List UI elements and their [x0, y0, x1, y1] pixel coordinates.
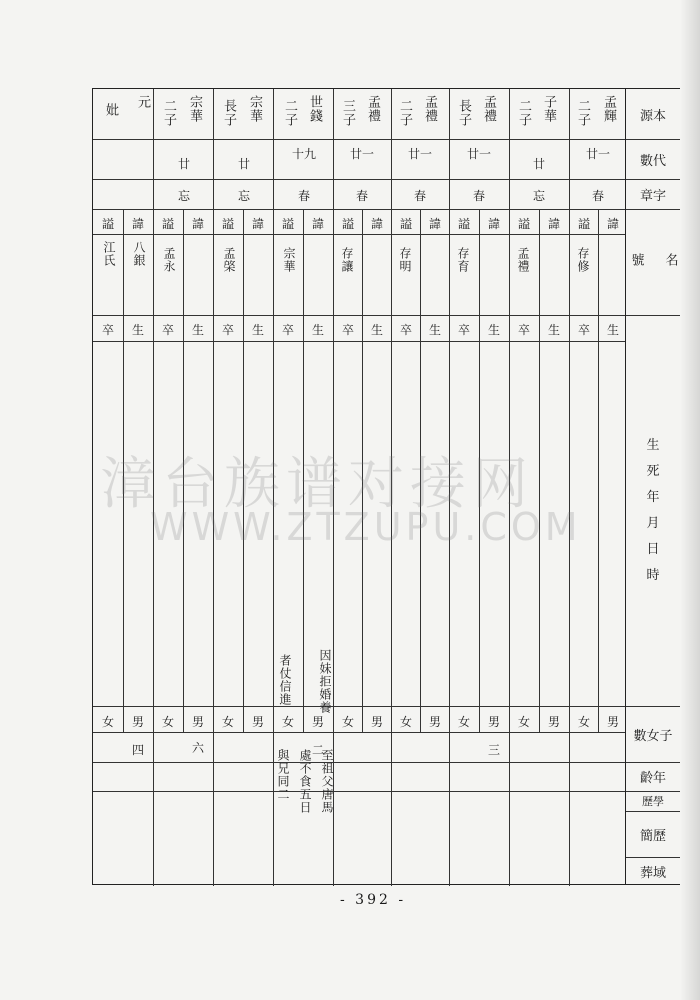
sheng-label: 生 [428, 323, 441, 337]
zu-label: 卒 [399, 323, 412, 337]
row-divider [93, 179, 625, 180]
label-memo: 簡歷 [626, 811, 680, 858]
sheng-label: 生 [251, 323, 264, 337]
row-divider [93, 209, 625, 210]
col-divider [569, 89, 570, 886]
son-count: 二 [311, 743, 324, 757]
label-life: 生 死 年 月 日 時 [626, 315, 680, 707]
shi-label: 謚 [281, 217, 294, 231]
male-label: 男 [606, 715, 619, 729]
hui-label: 諱 [131, 217, 144, 231]
scan-shadow [680, 0, 700, 1000]
given-name: 孟永 [162, 247, 176, 273]
label-zi: 章字 [626, 179, 680, 210]
male-label: 男 [251, 715, 264, 729]
son-count: 六 [191, 741, 204, 755]
label-generation: 數代 [626, 139, 680, 180]
sheng-label: 生 [311, 323, 324, 337]
row-divider [93, 315, 625, 316]
hui-label: 諱 [547, 217, 560, 231]
label-children: 數女子 [626, 706, 680, 763]
shi-label: 謚 [101, 217, 114, 231]
female-label: 女 [101, 715, 114, 729]
given-name: 存讓 [340, 247, 354, 273]
column-name: 宗華 [247, 95, 262, 123]
sheng-label: 生 [547, 323, 560, 337]
son-count: 三 [487, 743, 500, 757]
memo-line: 者仗信進 [278, 654, 292, 706]
generation: 廿一 [466, 147, 491, 161]
label-name: 名 號 [626, 209, 680, 316]
shi-label: 謚 [341, 217, 354, 231]
column-name: 孟禮 [422, 95, 437, 123]
label-source: 源本 [626, 89, 680, 140]
generation: 廿 [237, 157, 250, 171]
sub-divider [539, 209, 540, 706]
zu-label: 卒 [517, 323, 530, 337]
row-divider [93, 706, 625, 707]
hui-label: 諱 [251, 217, 264, 231]
male-label: 男 [547, 715, 560, 729]
column-title: 三子 [340, 99, 355, 127]
male-label: 男 [428, 715, 441, 729]
column-title: 長子 [221, 99, 236, 127]
generation: 廿 [177, 157, 190, 171]
given-name: 存育 [456, 247, 470, 273]
given-name: 八銀 [132, 241, 146, 267]
zi-char: 春 [355, 189, 368, 203]
hui-label: 諱 [606, 217, 619, 231]
row-divider [93, 762, 625, 763]
shi-label: 謚 [161, 217, 174, 231]
female-label: 女 [577, 715, 590, 729]
label-education: 歷學 [626, 791, 680, 812]
female-label: 女 [281, 715, 294, 729]
hui-label: 諱 [428, 217, 441, 231]
zu-label: 卒 [341, 323, 354, 337]
zu-label: 卒 [101, 323, 114, 337]
zi-char: 春 [413, 189, 426, 203]
spouse-label: 妣 [103, 103, 118, 117]
zi-char: 忘 [177, 189, 190, 203]
male-label: 男 [311, 715, 324, 729]
female-label: 女 [457, 715, 470, 729]
generation: 廿一 [349, 147, 374, 161]
hui-label: 諱 [191, 217, 204, 231]
column-title: 二子 [161, 99, 176, 127]
row-divider [93, 139, 625, 140]
row-divider [93, 341, 625, 342]
label-tomb: 葬域 [639, 866, 666, 881]
shi-label: 謚 [577, 217, 590, 231]
son-count: 四 [131, 743, 144, 757]
hui-label: 諱 [487, 217, 500, 231]
column-name: 子華 [541, 95, 556, 123]
row-divider [93, 791, 625, 792]
hui-label: 諱 [370, 217, 383, 231]
male-label: 男 [370, 715, 383, 729]
zi-char: 春 [591, 189, 604, 203]
column-title: 二子 [575, 99, 590, 127]
zu-label: 卒 [457, 323, 470, 337]
watermark-text: 漳台族谱对接网 [100, 452, 534, 517]
sheng-label: 生 [606, 323, 619, 337]
hui-label: 諱 [311, 217, 324, 231]
column-name: 宗華 [187, 95, 202, 123]
female-label: 女 [161, 715, 174, 729]
tomb-line: 處不食五日 [298, 749, 312, 814]
row-label-column [626, 88, 680, 885]
sheng-label: 生 [370, 323, 383, 337]
generation: 廿一 [585, 147, 610, 161]
generation: 十九 [291, 147, 316, 161]
given-name: 宗華 [282, 247, 296, 273]
sheng-label: 生 [131, 323, 144, 337]
tomb-line: 至祖父唐馬 [320, 749, 334, 814]
female-label: 女 [517, 715, 530, 729]
sheng-label: 生 [191, 323, 204, 337]
column-title: 二子 [397, 99, 412, 127]
male-label: 男 [487, 715, 500, 729]
tomb-line: 與兄同二 [276, 749, 290, 801]
watermark-url: WWW.ZTZUPU.COM [150, 505, 582, 549]
column-name: 孟輝 [601, 95, 616, 123]
row-divider [93, 234, 625, 235]
female-label: 女 [221, 715, 234, 729]
zu-label: 卒 [161, 323, 174, 337]
column-name: 孟禮 [365, 95, 380, 123]
spouse-name: 江氏 [102, 241, 116, 267]
zi-char: 春 [297, 189, 310, 203]
zi-char: 忘 [237, 189, 250, 203]
column-title: 長子 [456, 99, 471, 127]
generation: 廿 [532, 157, 545, 171]
given-name: 孟棨 [222, 247, 236, 273]
zu-label: 卒 [221, 323, 234, 337]
page-number: - 392 - [340, 892, 407, 908]
given-name: 孟禮 [516, 247, 530, 273]
column-title: 二子 [516, 99, 531, 127]
column-name: 元 [135, 95, 150, 109]
column-title: 二子 [282, 99, 297, 127]
male-label: 男 [131, 715, 144, 729]
zu-label: 卒 [577, 323, 590, 337]
generation: 廿一 [407, 147, 432, 161]
column-name: 世錢 [307, 95, 322, 123]
row-divider [93, 732, 625, 733]
zu-label: 卒 [281, 323, 294, 337]
shi-label: 謚 [457, 217, 470, 231]
label-age: 齡年 [626, 762, 680, 792]
shi-label: 謚 [399, 217, 412, 231]
given-name: 存修 [576, 247, 590, 273]
shi-label: 謚 [517, 217, 530, 231]
shi-label: 謚 [221, 217, 234, 231]
zi-char: 春 [472, 189, 485, 203]
column-name: 孟禮 [481, 95, 496, 123]
female-label: 女 [341, 715, 354, 729]
male-label: 男 [191, 715, 204, 729]
memo-line: 因妹拒婚養 [318, 649, 332, 714]
female-label: 女 [399, 715, 412, 729]
sheng-label: 生 [487, 323, 500, 337]
given-name: 存明 [398, 247, 412, 273]
sub-divider [598, 209, 599, 706]
zi-char: 忘 [532, 189, 545, 203]
